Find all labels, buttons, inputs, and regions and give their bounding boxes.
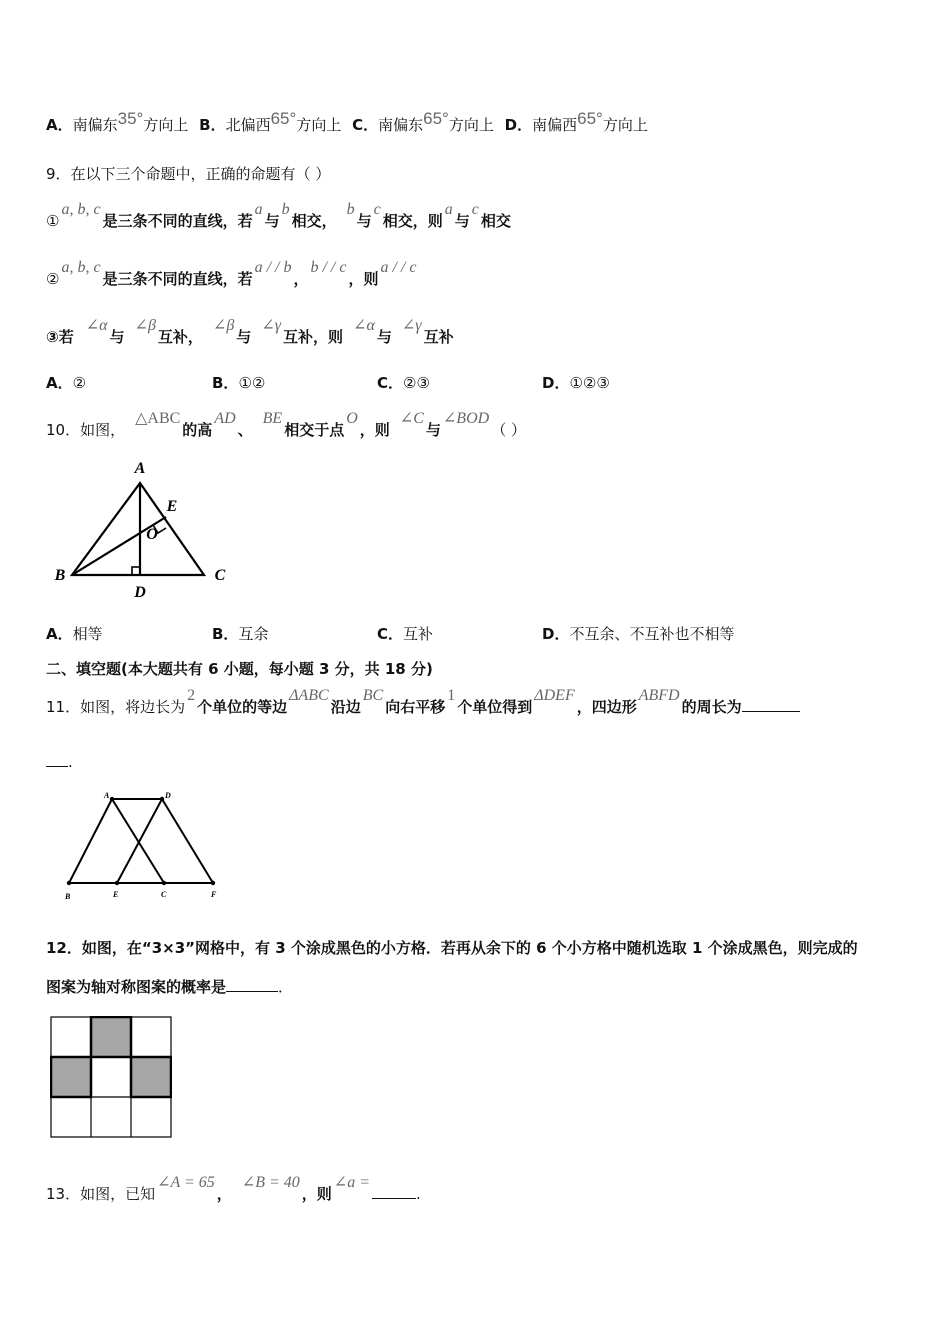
q13-text: 13．如图，已知	[46, 1185, 156, 1203]
shaded-cell-top-middle	[91, 1017, 131, 1057]
q10-option-d[interactable]	[542, 623, 734, 645]
q8-option-c-tail: 方向上	[448, 116, 494, 134]
q9-proposition-1	[46, 201, 511, 233]
q11-tail: .	[68, 753, 73, 771]
q9-option-a[interactable]	[46, 372, 86, 394]
q12-tail: ．	[278, 978, 294, 996]
q9-p3-math: ∠α	[353, 317, 375, 334]
q8-option-b-label: B．	[199, 116, 226, 134]
q13-math: ∠a =	[333, 1174, 370, 1191]
q9-p1-text: 相交，则	[382, 212, 443, 230]
q9-p3-text: 与	[236, 328, 252, 346]
q9-p3-math: ∠β	[134, 317, 156, 334]
q10-triangle-figure	[40, 455, 240, 605]
q11-math: ΔABC	[289, 687, 329, 704]
q10-math: O	[346, 410, 358, 427]
q9-p1-number: ①	[46, 212, 60, 230]
q8-option-b-text: 北偏西	[225, 116, 271, 134]
label-b: B	[54, 567, 66, 584]
q8-option-d-label: D．	[504, 116, 533, 134]
q10-math: AD	[214, 410, 236, 427]
label-c: C	[214, 567, 226, 584]
q9-proposition-3	[46, 317, 454, 349]
right-angle-d	[132, 567, 140, 575]
q8-option-c-degree: 65°	[423, 109, 449, 128]
q8-option-d-degree: 65°	[577, 109, 603, 128]
q9-p3-text: 与	[376, 328, 392, 346]
label-a: A	[134, 460, 146, 477]
q9-p3-math: ∠γ	[261, 317, 282, 334]
q8-option-b-degree: 65°	[270, 109, 297, 128]
q8-option-c-label: C．	[352, 116, 379, 134]
q13-text: ，则	[301, 1185, 332, 1203]
label-c: C	[161, 890, 167, 899]
q8-options	[46, 109, 648, 136]
label-d: D	[165, 791, 171, 800]
q11-math: ABFD	[638, 687, 680, 704]
q13-stem	[46, 1174, 421, 1206]
q13-tail: .	[416, 1185, 421, 1203]
q11-text: 11．如图，将边长为	[46, 698, 186, 716]
q10-math: ∠BOD	[442, 410, 490, 427]
q9-p2-text: 是三条不同的直线，若	[102, 270, 253, 288]
q8-option-a-tail: 方向上	[143, 116, 189, 134]
label-b: B	[65, 892, 71, 901]
q9-p2-text: ，	[293, 270, 309, 288]
q8-option-a-degree: 35°	[117, 109, 144, 128]
q11-math: BC	[362, 687, 384, 704]
q12-3x3-grid	[50, 1016, 172, 1138]
q10-option-d-text: 不互余、不互补也不相等	[569, 625, 735, 643]
q8-option-a-label: A．	[46, 116, 73, 134]
q9-p1-math: b	[281, 201, 290, 218]
q13-answer-blank[interactable]	[372, 1182, 416, 1199]
q11-text: ，四边形	[576, 698, 637, 716]
q10-option-c-label: C．	[377, 625, 404, 643]
q10-option-b[interactable]	[212, 623, 268, 645]
q11-text: 的周长为	[681, 698, 742, 716]
q9-p2-math: a / / b	[254, 259, 292, 276]
q9-option-a-text: ②	[72, 374, 87, 392]
label-a: A	[104, 791, 110, 800]
q10-option-b-text: 互余	[238, 625, 269, 643]
label-d: D	[134, 584, 146, 601]
q8-option-a-text: 南偏东	[72, 116, 118, 134]
q9-p3-math: ∠γ	[401, 317, 422, 334]
q10-option-c-text: 互补	[403, 625, 434, 643]
q9-option-a-label: A．	[46, 374, 73, 392]
q9-p1-text: 相交	[480, 212, 511, 230]
q9-p1-text: 相交，	[291, 212, 337, 230]
q9-p3-math: ∠β	[212, 317, 235, 334]
label-e: E	[166, 498, 178, 515]
section-2-heading: 二、填空题(本大题共有 6 小题，每小题 3 分，共 18 分)	[46, 660, 433, 678]
q10-option-a[interactable]	[46, 623, 103, 645]
q9-option-c-label: C．	[377, 374, 404, 392]
shaded-cell-middle-left	[51, 1057, 91, 1097]
triangle-def	[117, 799, 213, 883]
q9-p2-text: ，则	[348, 270, 379, 288]
q8-option-d-tail: 方向上	[602, 116, 648, 134]
q9-p3-number: ③若	[46, 328, 74, 346]
q9-p1-text: 与	[264, 212, 280, 230]
q11-text: 个单位的等边	[197, 698, 288, 716]
q10-option-d-label: D．	[542, 625, 570, 643]
q9-p1-math: a	[254, 201, 263, 218]
q10-text: 相交于点	[284, 421, 345, 439]
q11-text: 向右平移	[385, 698, 446, 716]
q9-p1-math: a, b, c	[61, 201, 101, 218]
q8-option-b-tail: 方向上	[296, 116, 342, 134]
q12-stem-line-1: 12．如图，在“3×3”网格中，有 3 个涂成黑色的小方格．若再从余下的 6 个小方格中随机选取 1 个涂成黑色，则完成的	[46, 939, 858, 957]
q11-translation-figure	[55, 785, 230, 905]
q9-p3-text: 互补	[423, 328, 454, 346]
q9-p1-text: 与	[454, 212, 470, 230]
q9-option-d-label: D．	[542, 374, 570, 392]
q9-p1-text: 与	[356, 212, 372, 230]
q10-option-a-text: 相等	[72, 625, 103, 643]
q9-p1-text: 是三条不同的直线，若	[102, 212, 253, 230]
q11-math: 1	[447, 687, 456, 704]
q9-option-c[interactable]	[377, 372, 430, 394]
q10-option-a-label: A．	[46, 625, 73, 643]
q11-text: 个单位得到	[457, 698, 533, 716]
q10-text: 的高	[182, 421, 213, 439]
q9-p3-text: 与	[109, 328, 125, 346]
q10-stem	[46, 410, 526, 442]
q9-p1-math: a	[444, 201, 453, 218]
q9-p1-math: b	[346, 201, 355, 218]
q9-p3-math: ∠α	[85, 317, 108, 334]
q10-text: 10．如图，	[46, 421, 126, 439]
q13-text: ，	[216, 1185, 232, 1203]
q9-p1-math: c	[471, 201, 479, 218]
q9-p3-text: 互补，则	[283, 328, 344, 346]
q9-p2-math: b / / c	[310, 259, 347, 276]
q9-option-b[interactable]	[212, 372, 265, 394]
q9-stem: 9．在以下三个命题中，正确的命题有（ ）	[46, 165, 331, 183]
shaded-cell-middle-right	[131, 1057, 171, 1097]
q10-text: 与	[425, 421, 441, 439]
q10-math: ∠C	[399, 410, 424, 427]
q9-p2-math: a, b, c	[61, 259, 101, 276]
q10-text: （ ）	[491, 421, 526, 439]
q9-p2-math: a / / c	[380, 259, 417, 276]
q11-text: 沿边	[330, 698, 361, 716]
q10-option-b-label: B．	[212, 625, 239, 643]
label-e: E	[113, 890, 119, 899]
q9-option-b-text: ①②	[238, 374, 266, 392]
q9-option-c-text: ②③	[403, 374, 430, 392]
q11-math: 2	[187, 687, 196, 704]
q10-math: △ABC	[135, 410, 181, 427]
q8-option-c-text: 南偏东	[378, 116, 424, 134]
q12-text: 图案为轴对称图案的概率是	[46, 978, 227, 996]
q13-math: ∠A = 65	[157, 1174, 215, 1191]
q9-proposition-2	[46, 259, 419, 291]
q9-option-b-label: B．	[212, 374, 239, 392]
q9-option-d[interactable]	[542, 372, 610, 394]
q13-math: ∠B = 40	[241, 1174, 300, 1191]
q11-answer-blank[interactable]	[742, 695, 800, 712]
q9-p1-math: c	[373, 201, 381, 218]
triangle-abc	[69, 799, 164, 883]
q12-answer-blank[interactable]	[226, 975, 278, 992]
q11-answer-continuation	[46, 750, 73, 773]
q11-math: ΔDEF	[534, 687, 575, 704]
q9-p2-number: ②	[46, 270, 60, 288]
q12-stem-line-2	[46, 975, 293, 998]
label-f: F	[211, 890, 217, 899]
q11-answer-blank-continued[interactable]	[46, 750, 68, 767]
q10-text: 、	[237, 421, 253, 439]
q10-option-c[interactable]	[377, 623, 433, 645]
q8-option-d-text: 南偏西	[532, 116, 578, 134]
q10-math: BE	[262, 410, 283, 427]
q9-p3-text: 互补，	[157, 328, 203, 346]
label-o: O	[146, 526, 158, 543]
q9-option-d-text: ①②③	[569, 374, 610, 392]
q10-text: ，则	[359, 421, 390, 439]
q11-stem	[46, 687, 800, 719]
triangle-abc	[72, 483, 204, 575]
